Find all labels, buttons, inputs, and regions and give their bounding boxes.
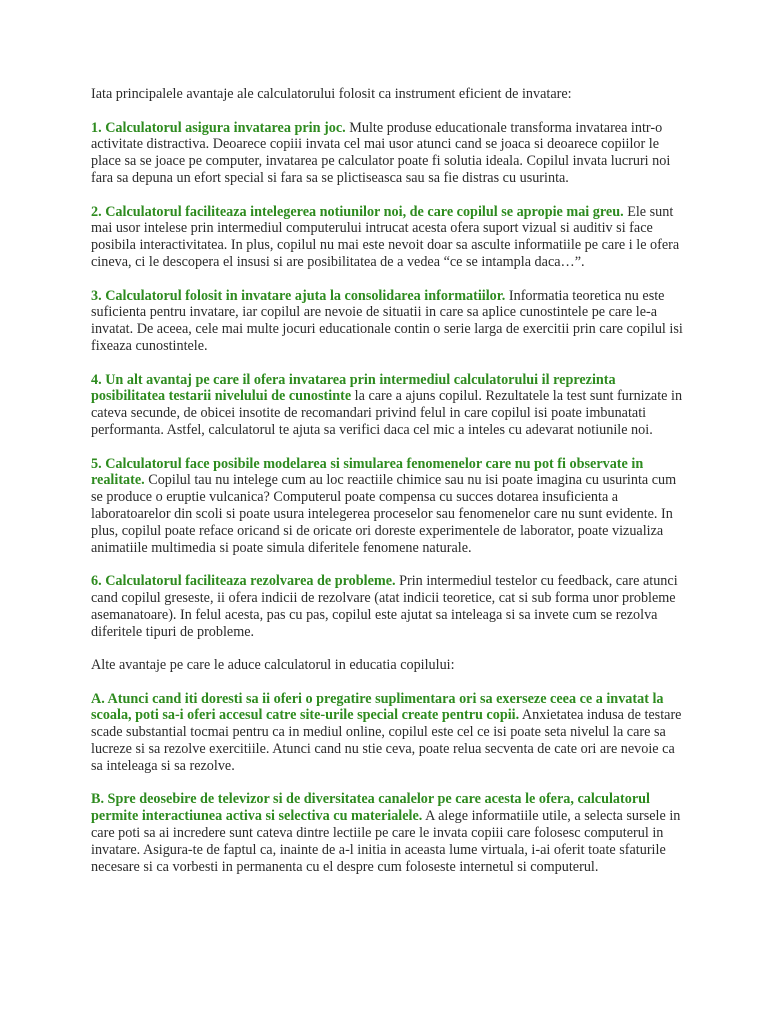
advantage-3-body: Informatia teoretica nu este suficienta pentru invatare, iar copilul are nevoie de situatii in care sa aplice cunostintele pe care le-a invatat. De aceea, cele mai multe jocuri educationale contin o serie larga de exercitii prin care copilul isi fixeaza cunostintele. (91, 287, 683, 354)
advantage-5-body: Copilul tau nu intelege cum au loc reactiile chimice sau nu isi poate imagina cu usurinta cum se produce o eruptie vulcanica? Computerul poate compensa cu succes dotarea insuficienta a laboratoarelor din scoli si poate usura intelegerea proceselor sau fenomenelor care nu sunt evidente. In plus, copilul poate reface oricand si de oricate ori doreste experimentele de laborator, poate vizualiza animatiile multimedia si poate simula diferitele fenomene naturale. (91, 472, 677, 556)
advantage-4 (91, 372, 683, 439)
advantage-4-heading: 4. Un alt avantaj pe care il ofera invatarea prin intermediul calculatorului il reprezinta posibilitatea testarii nivelului de cunostinte (91, 371, 616, 405)
advantage-6-heading: 6. Calculatorul faciliteaza rezolvarea de probleme. (91, 573, 396, 590)
advantage-5-heading: 5. Calculatorul face posibile modelarea si simularea fenomenelor care nu pot fi observate in realitate. (91, 455, 644, 489)
extra-advantage-b (91, 791, 683, 875)
intro-text: Iata principalele avantaje ale calculatorului folosit ca instrument eficient de invatare: (91, 86, 572, 102)
extra-advantage-a (91, 691, 683, 775)
advantage-2-body: Ele sunt mai usor intelese prin intermediul computerului intrucat acesta ofera suport vizual si auditiv si face posibila interactivitatea. In plus, copilul nu mai este nevoit doar sa asculte informatiile pe care i le ofera cineva, ci le descopera el insusi si are posibilitatea de a vedea “ce se intampla daca…”. (91, 203, 680, 270)
advantage-3-heading: 3. Calculatorul folosit in invatare ajuta la consolidarea informatiilor. (91, 287, 506, 304)
advantage-6 (91, 573, 683, 640)
advantage-2 (91, 204, 683, 271)
advantage-4-body: la care a ajuns copilul. Rezultatele la test sunt furnizate in cateva secunde, de obicei insotite de recomandari privind felul in care copilul isi poate imbunatati performanta. Astfel, calculatorul te ajuta sa verifici daca cel mic a inteles cu adevarat notiunile noi. (91, 388, 683, 438)
advantage-3 (91, 288, 683, 355)
advantage-2-heading: 2. Calculatorul faciliteaza intelegerea notiunilor noi, de care copilul se apropie mai greu. (91, 203, 624, 220)
extra-advantage-a-body: Anxietatea indusa de testare scade substantial tocmai pentru ca in mediul online, copilul este cel ce isi poate seta nivelul la care sa lucreze si sa rezolve exercitiile. Atunci cand nu stie ceva, poate relua secventa de cate ori are nevoie ca sa inteleaga si sa rezolve. (91, 707, 682, 774)
advantage-6-body: Prin intermediul testelor cu feedback, care atunci cand copilul greseste, ii ofera indicii de rezolvare (atat indicii teoretice, cat si sub forma unor probleme asemanatoare). In felul acesta, pas cu pas, copilul este ajutat sa inteleaga si sa invete cum se rezolva diferitele tipuri de probleme. (91, 573, 678, 640)
advantage-1 (91, 120, 683, 187)
extra-advantage-b-heading: B. Spre deosebire de televizor si de diversitatea canalelor pe care acesta le ofera, calculatorul permite interactiunea activa si selectiva cu materialele. (91, 791, 650, 825)
advantage-1-heading: 1. Calculatorul asigura invatarea prin joc. (91, 119, 346, 136)
extra-advantage-a-heading: A. Atunci cand iti doresti sa ii oferi o pregatire suplimentara ori sa exerseze ceea ce a invatat la scoala, poti sa-i oferi accesul catre site-urile special create pentru copii. (91, 690, 664, 724)
advantage-1-body: Multe produse educationale transforma invatarea intr-o activitate distractiva. Deoarece copiii invata cel mai usor atunci cand se joaca si deoarece copiilor le place sa se joace pe computer, invatarea pe calculator poate fi solutia ideala. Copilul invata lucruri noi fara sa depuna un efort special si fara sa se plictiseasca sau sa fie distras cu usurinta. (91, 119, 671, 186)
other-advantages-intro: Alte avantaje pe care le aduce calculatorul in educatia copilului: (91, 657, 455, 674)
extra-advantage-b-body: A alege informatiile utile, a selecta sursele in care poti sa ai incredere sunt cateva dintre lectiile pe care le invata copiii care folosesc computerul in invatare. Asigura-te de faptul ca, inainte de a-l initia in aceasta lume virtuala, i-ai oferit toate sfaturile necesare si ca vorbesti in permanenta cu el despre cum foloseste internetul si computerul. (91, 808, 681, 875)
document-page (91, 86, 683, 892)
advantage-5 (91, 456, 683, 557)
